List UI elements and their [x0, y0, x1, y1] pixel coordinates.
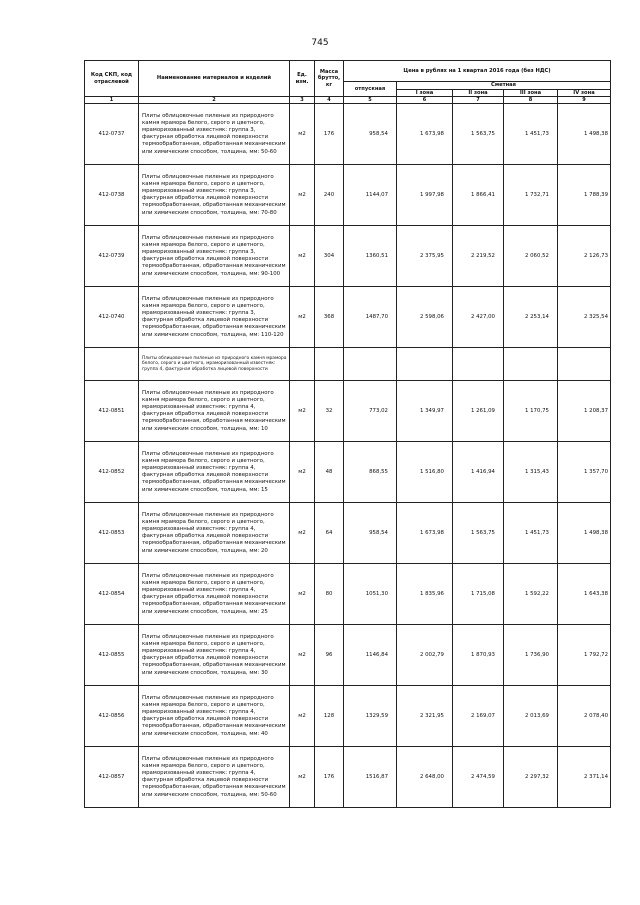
price-zone-4: 1 208,37	[558, 381, 611, 442]
item-unit: м2	[290, 226, 315, 287]
item-code: 412-0852	[85, 442, 139, 503]
price-zone-3: 2 297,32	[504, 747, 558, 808]
price-zone-2: 2 427,00	[453, 287, 504, 348]
table-row	[85, 442, 611, 503]
item-mass: 96	[315, 625, 344, 686]
header-code: Код СКП, код отраслевой	[85, 61, 139, 97]
price-zone-2: 1 715,08	[453, 564, 504, 625]
item-description: Плиты облицовочные пиленые из природного камня мрамора белого, серого и цветного, мраморизованный известняк: группа 4, фактурная обработка лицевой поверхности термообработанная, обработанная механическим или химическим способом, толщина, мм: 10	[139, 381, 290, 442]
price-zone-3: 2 013,69	[504, 686, 558, 747]
price-zone-4: 1 643,38	[558, 564, 611, 625]
item-mass: 128	[315, 686, 344, 747]
price-zone-1: 2 002,79	[397, 625, 453, 686]
item-description: Плиты облицовочные пиленые из природного камня мрамора белого, серого и цветного, мраморизованный известняк: группа 4, фактурная обработка лицевой поверхности	[139, 348, 290, 381]
header-zone-2: II зона	[453, 89, 504, 97]
price-otpusknaya: 1146,84	[344, 625, 397, 686]
item-code: 412-0851	[85, 381, 139, 442]
item-description: Плиты облицовочные пиленые из природного камня мрамора белого, серого и цветного, мраморизованный известняк: группа 3, фактурная обработка лицевой поверхности термообработанная, обработанная механическим или химическим способом, толщина, мм: 110-120	[139, 287, 290, 348]
item-mass: 176	[315, 747, 344, 808]
price-zone-2: 1 866,41	[453, 165, 504, 226]
price-zone-2: 1 870,93	[453, 625, 504, 686]
item-mass: 64	[315, 503, 344, 564]
item-mass: 48	[315, 442, 344, 503]
item-unit: м2	[290, 564, 315, 625]
price-zone-1: 2 375,95	[397, 226, 453, 287]
price-zone-3: 1 736,90	[504, 625, 558, 686]
header-unit: Ед. изм.	[290, 61, 315, 97]
item-unit: м2	[290, 287, 315, 348]
price-zone-2: 2 219,52	[453, 226, 504, 287]
header-mass: Масса брутто, кг	[315, 61, 344, 97]
price-zone-4: 1 498,38	[558, 104, 611, 165]
col-number: 9	[558, 97, 611, 104]
group-header-row	[85, 348, 611, 381]
header-zone-1: I зона	[397, 89, 453, 97]
item-code: 412-0853	[85, 503, 139, 564]
header-name: Наименование материалов и изделий	[139, 61, 290, 97]
col-number: 3	[290, 97, 315, 104]
item-code: 412-0854	[85, 564, 139, 625]
item-description: Плиты облицовочные пиленые из природного камня мрамора белого, серого и цветного, мраморизованный известняк: группа 4, фактурная обработка лицевой поверхности термообработанная, обработанная механическим или химическим способом, толщина, мм: 25	[139, 564, 290, 625]
col-number: 1	[85, 97, 139, 104]
price-otpusknaya: 958,54	[344, 503, 397, 564]
page-number: 745	[311, 38, 329, 48]
table-row	[85, 381, 611, 442]
table-header	[85, 61, 611, 104]
table-row	[85, 686, 611, 747]
price-otpusknaya: 1360,51	[344, 226, 397, 287]
price-otpusknaya: 1516,87	[344, 747, 397, 808]
price-zone-3: 2 060,52	[504, 226, 558, 287]
item-unit	[290, 348, 315, 381]
price-zone-1: 1 673,98	[397, 503, 453, 564]
item-description: Плиты облицовочные пиленые из природного камня мрамора белого, серого и цветного, мраморизованный известняк: группа 3, фактурная обработка лицевой поверхности термообработанная, обработанная механическим или химическим способом, толщина, мм: 70-80	[139, 165, 290, 226]
price-zone-4: 1 357,70	[558, 442, 611, 503]
price-zone-1: 1 835,96	[397, 564, 453, 625]
item-mass: 240	[315, 165, 344, 226]
item-unit: м2	[290, 625, 315, 686]
col-number: 4	[315, 97, 344, 104]
table-row	[85, 104, 611, 165]
price-zone-3: 1 451,73	[504, 104, 558, 165]
col-number: 8	[504, 97, 558, 104]
item-description: Плиты облицовочные пиленые из природного камня мрамора белого, серого и цветного, мраморизованный известняк: группа 4, фактурная обработка лицевой поверхности термообработанная, обработанная механическим или химическим способом, толщина, мм: 50-60	[139, 747, 290, 808]
price-zone-2	[453, 348, 504, 381]
item-code: 412-0855	[85, 625, 139, 686]
item-mass: 80	[315, 564, 344, 625]
price-otpusknaya: 868,55	[344, 442, 397, 503]
price-zone-1: 2 648,00	[397, 747, 453, 808]
table-row	[85, 287, 611, 348]
item-unit: м2	[290, 503, 315, 564]
price-zone-2: 1 261,09	[453, 381, 504, 442]
price-zone-4: 1 788,39	[558, 165, 611, 226]
item-unit: м2	[290, 381, 315, 442]
item-unit: м2	[290, 686, 315, 747]
price-otpusknaya: 1329,59	[344, 686, 397, 747]
price-zone-3	[504, 348, 558, 381]
item-code: 412-0856	[85, 686, 139, 747]
table-body	[85, 104, 611, 808]
item-unit: м2	[290, 747, 315, 808]
item-mass: 32	[315, 381, 344, 442]
price-zone-1: 1 997,98	[397, 165, 453, 226]
item-code: 412-0739	[85, 226, 139, 287]
price-otpusknaya: 1487,70	[344, 287, 397, 348]
header-price-title: Цена в рублях на 1 квартал 2016 года (без НДС)	[344, 61, 611, 82]
item-code	[85, 348, 139, 381]
item-unit: м2	[290, 165, 315, 226]
price-zone-1: 1 349,97	[397, 381, 453, 442]
price-zone-1: 2 321,95	[397, 686, 453, 747]
header-zone-3: III зона	[504, 89, 558, 97]
item-unit: м2	[290, 442, 315, 503]
price-zone-4: 2 078,40	[558, 686, 611, 747]
price-zone-3: 1 315,43	[504, 442, 558, 503]
price-zone-1	[397, 348, 453, 381]
item-code: 412-0737	[85, 104, 139, 165]
item-unit: м2	[290, 104, 315, 165]
price-zone-1: 2 598,06	[397, 287, 453, 348]
price-zone-4	[558, 348, 611, 381]
price-zone-3: 1 592,22	[504, 564, 558, 625]
header-otpusknaya: отпускная	[344, 82, 397, 97]
table-row	[85, 625, 611, 686]
header-smetnaya: Сметная	[397, 82, 611, 90]
price-zone-4: 2 126,73	[558, 226, 611, 287]
price-otpusknaya: 773,02	[344, 381, 397, 442]
price-zone-1: 1 516,80	[397, 442, 453, 503]
price-zone-2: 1 563,75	[453, 503, 504, 564]
table-row	[85, 165, 611, 226]
item-mass	[315, 348, 344, 381]
item-description: Плиты облицовочные пиленые из природного камня мрамора белого, серого и цветного, мраморизованный известняк: группа 4, фактурная обработка лицевой поверхности термообработанная, обработанная механическим или химическим способом, толщина, мм: 15	[139, 442, 290, 503]
item-mass: 304	[315, 226, 344, 287]
col-number: 6	[397, 97, 453, 104]
item-description: Плиты облицовочные пиленые из природного камня мрамора белого, серого и цветного, мраморизованный известняк: группа 4, фактурная обработка лицевой поверхности термообработанная, обработанная механическим или химическим способом, толщина, мм: 30	[139, 625, 290, 686]
price-zone-3: 1 732,71	[504, 165, 558, 226]
item-code: 412-0738	[85, 165, 139, 226]
col-number: 5	[344, 97, 397, 104]
price-zone-1: 1 673,98	[397, 104, 453, 165]
item-description: Плиты облицовочные пиленые из природного камня мрамора белого, серого и цветного, мраморизованный известняк: группа 4, фактурная обработка лицевой поверхности термообработанная, обработанная механическим или химическим способом, толщина, мм: 20	[139, 503, 290, 564]
col-number: 2	[139, 97, 290, 104]
table-row	[85, 226, 611, 287]
price-otpusknaya: 1144,07	[344, 165, 397, 226]
price-zone-2: 1 416,94	[453, 442, 504, 503]
price-zone-3: 2 253,14	[504, 287, 558, 348]
item-code: 412-0740	[85, 287, 139, 348]
table-row	[85, 564, 611, 625]
price-zone-2: 2 474,59	[453, 747, 504, 808]
table-row	[85, 503, 611, 564]
item-description: Плиты облицовочные пиленые из природного камня мрамора белого, серого и цветного, мраморизованный известняк: группа 4, фактурная обработка лицевой поверхности термообработанная, обработанная механическим или химическим способом, толщина, мм: 40	[139, 686, 290, 747]
price-zone-2: 1 563,75	[453, 104, 504, 165]
price-zone-4: 2 325,54	[558, 287, 611, 348]
table-row	[85, 747, 611, 808]
header-zone-4: IV зона	[558, 89, 611, 97]
item-mass: 176	[315, 104, 344, 165]
price-otpusknaya: 1051,30	[344, 564, 397, 625]
item-description: Плиты облицовочные пиленые из природного камня мрамора белого, серого и цветного, мраморизованный известняк: группа 3, фактурная обработка лицевой поверхности термообработанная, обработанная механическим или химическим способом, толщина, мм: 90-100	[139, 226, 290, 287]
item-description: Плиты облицовочные пиленые из природного камня мрамора белого, серого и цветного, мраморизованный известняк: группа 3, фактурная обработка лицевой поверхности термообработанная, обработанная механическим или химическим способом, толщина, мм: 50-60	[139, 104, 290, 165]
price-zone-4: 1 792,72	[558, 625, 611, 686]
price-otpusknaya: 958,54	[344, 104, 397, 165]
item-mass: 368	[315, 287, 344, 348]
price-zone-3: 1 451,73	[504, 503, 558, 564]
price-otpusknaya	[344, 348, 397, 381]
price-table	[84, 60, 611, 808]
item-code: 412-0857	[85, 747, 139, 808]
price-zone-4: 1 498,38	[558, 503, 611, 564]
price-zone-4: 2 371,14	[558, 747, 611, 808]
col-number: 7	[453, 97, 504, 104]
price-zone-2: 2 169,07	[453, 686, 504, 747]
price-zone-3: 1 170,75	[504, 381, 558, 442]
